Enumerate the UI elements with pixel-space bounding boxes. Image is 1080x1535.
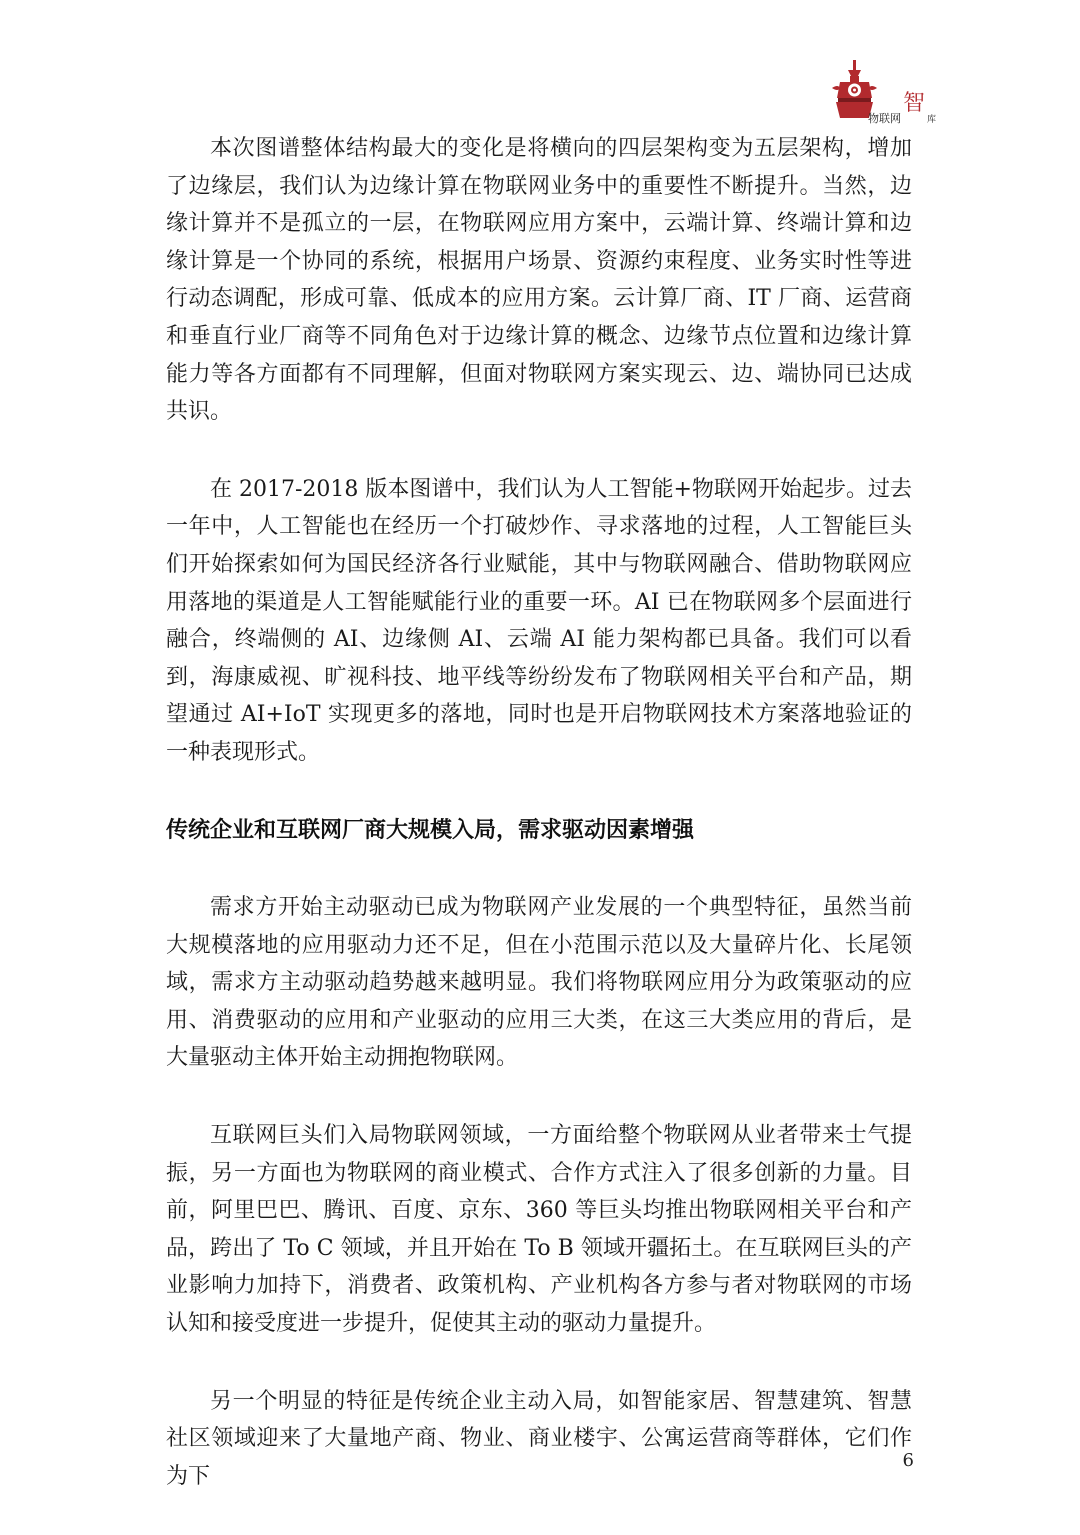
paragraph-edge-computing: 本次图谱整体结构最大的变化是将横向的四层架构变为五层架构，增加了边缘层，我们认为边缘计算在物联网业务中的重要性不断提升。当然，边缘计算并不是孤立的一层，在物联网应用方案中，云端计算、终端计算和边缘计算是一个协同的系统，根据用户场景、资源约束程度、业务实时性等进行动态调配，形成可靠、低成本的应用方案。云计算厂商、IT 厂商、运营商和垂直行业厂商等不同角色对于边缘计算的概念、边缘节点位置和边缘计算能力等各方面都有不同理解，但面对物联网方案实现云、边、端协同已达成共识。 [166, 136, 912, 425]
paragraph-ai-iot: 在 2017-2018 版本图谱中，我们认为人工智能+物联网开始起步。过去一年中，人工智能也在经历一个打破炒作、寻求落地的过程，人工智能巨头们开始探索如何为国民经济各行业赋能，其中与物联网融合、借助物联网应用落地的渠道是人工智能赋能行业的重要一环。AI 已在物联网多个层面进行融合，终端侧的 AI、边缘侧 AI、云端 AI 能力架构都已具备。我们可以看到，海康威视、旷视科技、地平线等纷纷发布了物联网相关平台和产品，期望通过 AI+IoT 实现更多的落地，同时也是开启物联网技术方案落地验证的一种表现形式。 [166, 476, 912, 765]
page-number: 6 [902, 1450, 914, 1471]
paragraph-traditional-enterprises: 另一个明显的特征是传统企业主动入局，如智能家居、智慧建筑、智慧社区领域迎来了大量地产商、物业、商业楼宇、公寓运营商等群体，它们作为下 [166, 1388, 912, 1489]
logo-char-zhi: 智 [903, 91, 926, 116]
paragraph-internet-giants: 互联网巨头们入局物联网领域，一方面给整个物联网从业者带来士气提振，另一方面也为物联网的商业模式、合作方式注入了很多创新的力量。目前，阿里巴巴、腾讯、百度、京东、360 等巨头均推出物联网相关平台和产品，跨出了 To C 领域，并且开始在 To B 领域开疆拓土。在互联网巨头的产业影响力加持下，消费者、政策机构、产业机构各方参与者对物联网的市场认知和接受度进一步提升，促使其主动的驱动力量提升。 [166, 1123, 912, 1337]
document-body [166, 130, 912, 1535]
logo-wordmark [868, 91, 937, 129]
logo-text-ku: 库 [927, 115, 937, 125]
paragraph-demand-driven: 需求方开始主动驱动已成为物联网产业发展的一个典型特征，虽然当前大规模落地的应用驱动力还不足，但在小范围示范以及大量碎片化、长尾领域，需求方主动驱动趋势越来越明显。我们将物联网应用分为政策驱动的应用、消费驱动的应用和产业驱动的应用三大类，在这三大类应用的背后，是大量驱动主体开始主动拥抱物联网。 [166, 895, 912, 1071]
logo-text-wulianwang: 物联网 [868, 112, 901, 125]
section-heading: 传统企业和互联网厂商大规模入局，需求驱动因素增强 [166, 817, 695, 843]
